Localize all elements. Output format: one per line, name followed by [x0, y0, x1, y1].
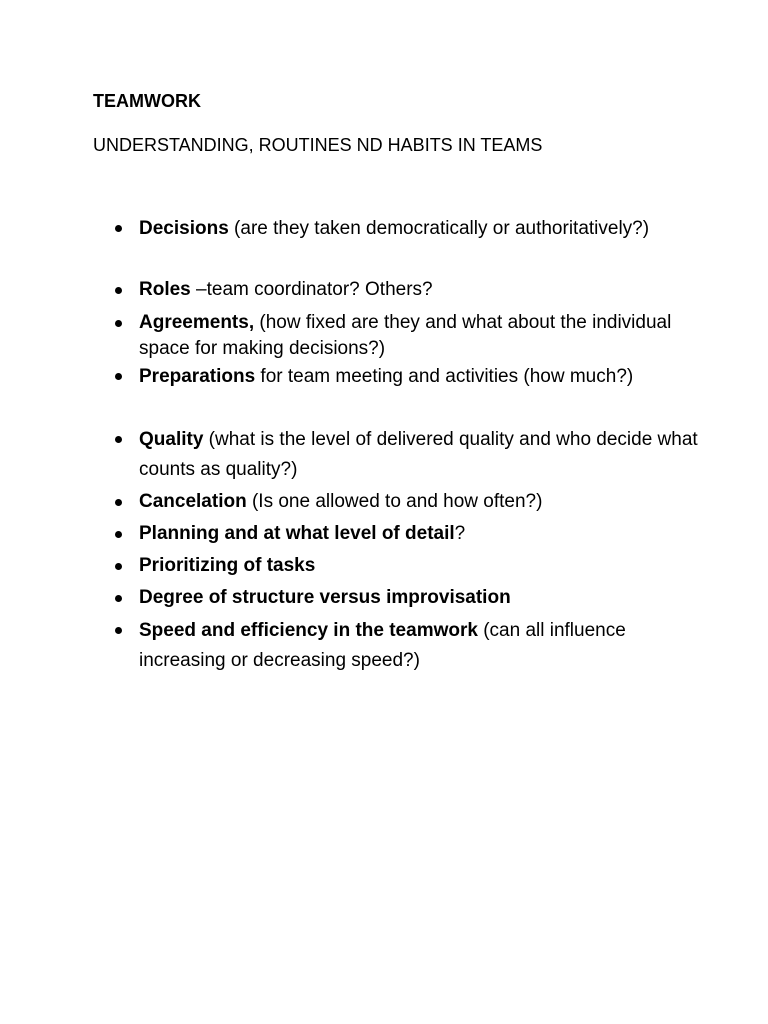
- bullet-icon: [115, 287, 122, 294]
- bullet-icon: [115, 225, 122, 232]
- list-item: [115, 310, 715, 362]
- list-item-bold: Speed and efficiency in the teamwork: [139, 620, 478, 641]
- list-item-bold: Agreements,: [139, 312, 255, 333]
- bullet-icon: [115, 531, 122, 538]
- document-title: TEAMWORK: [93, 91, 201, 111]
- list-item-text: (how fixed are they and what about the individual space for making decisions?): [139, 312, 672, 359]
- list-item: [115, 521, 715, 547]
- list-item: [115, 616, 715, 676]
- bullet-icon: [115, 595, 122, 602]
- bullet-icon: [115, 320, 122, 327]
- list-item-text: ?: [454, 523, 466, 544]
- bullet-icon: [115, 499, 122, 506]
- list-item: [115, 425, 715, 485]
- list-item-bold: Planning and at what level of detail: [139, 523, 455, 544]
- list-item: [115, 277, 715, 303]
- list-item-text: (are they taken democratically or authoritatively?): [228, 218, 650, 239]
- list-item-bold: Preparations: [139, 366, 256, 387]
- bullet-icon: [115, 436, 122, 443]
- list-item-text: (Is one allowed to and how often?): [246, 491, 543, 512]
- list-item-bold: Prioritizing of tasks: [139, 555, 316, 576]
- list-item-bold: Quality: [139, 429, 204, 450]
- list-item-text: –team coordinator? Others?: [190, 279, 433, 300]
- list-item: [115, 214, 715, 274]
- list-item-bold: Decisions: [139, 218, 229, 239]
- list-item-bold: Degree of structure versus improvisation: [139, 587, 511, 608]
- list-item: [115, 585, 715, 611]
- document-subtitle: UNDERSTANDING, ROUTINES ND HABITS IN TEAMS: [93, 135, 543, 155]
- bullet-icon: [115, 627, 122, 634]
- list-item-bold: Cancelation: [139, 491, 247, 512]
- list-item-bold: Roles: [139, 279, 191, 300]
- list-item-text: for team meeting and activities (how much?): [255, 366, 634, 387]
- list-item-text: (what is the level of delivered quality and who decide what counts as quality?): [139, 429, 698, 480]
- list-item: [115, 553, 715, 579]
- list-item: [115, 489, 715, 515]
- list-item: [115, 362, 715, 422]
- bullet-icon: [115, 373, 122, 380]
- list-item-text: (can all influence increasing or decreasing speed?): [139, 620, 626, 671]
- bullet-icon: [115, 563, 122, 570]
